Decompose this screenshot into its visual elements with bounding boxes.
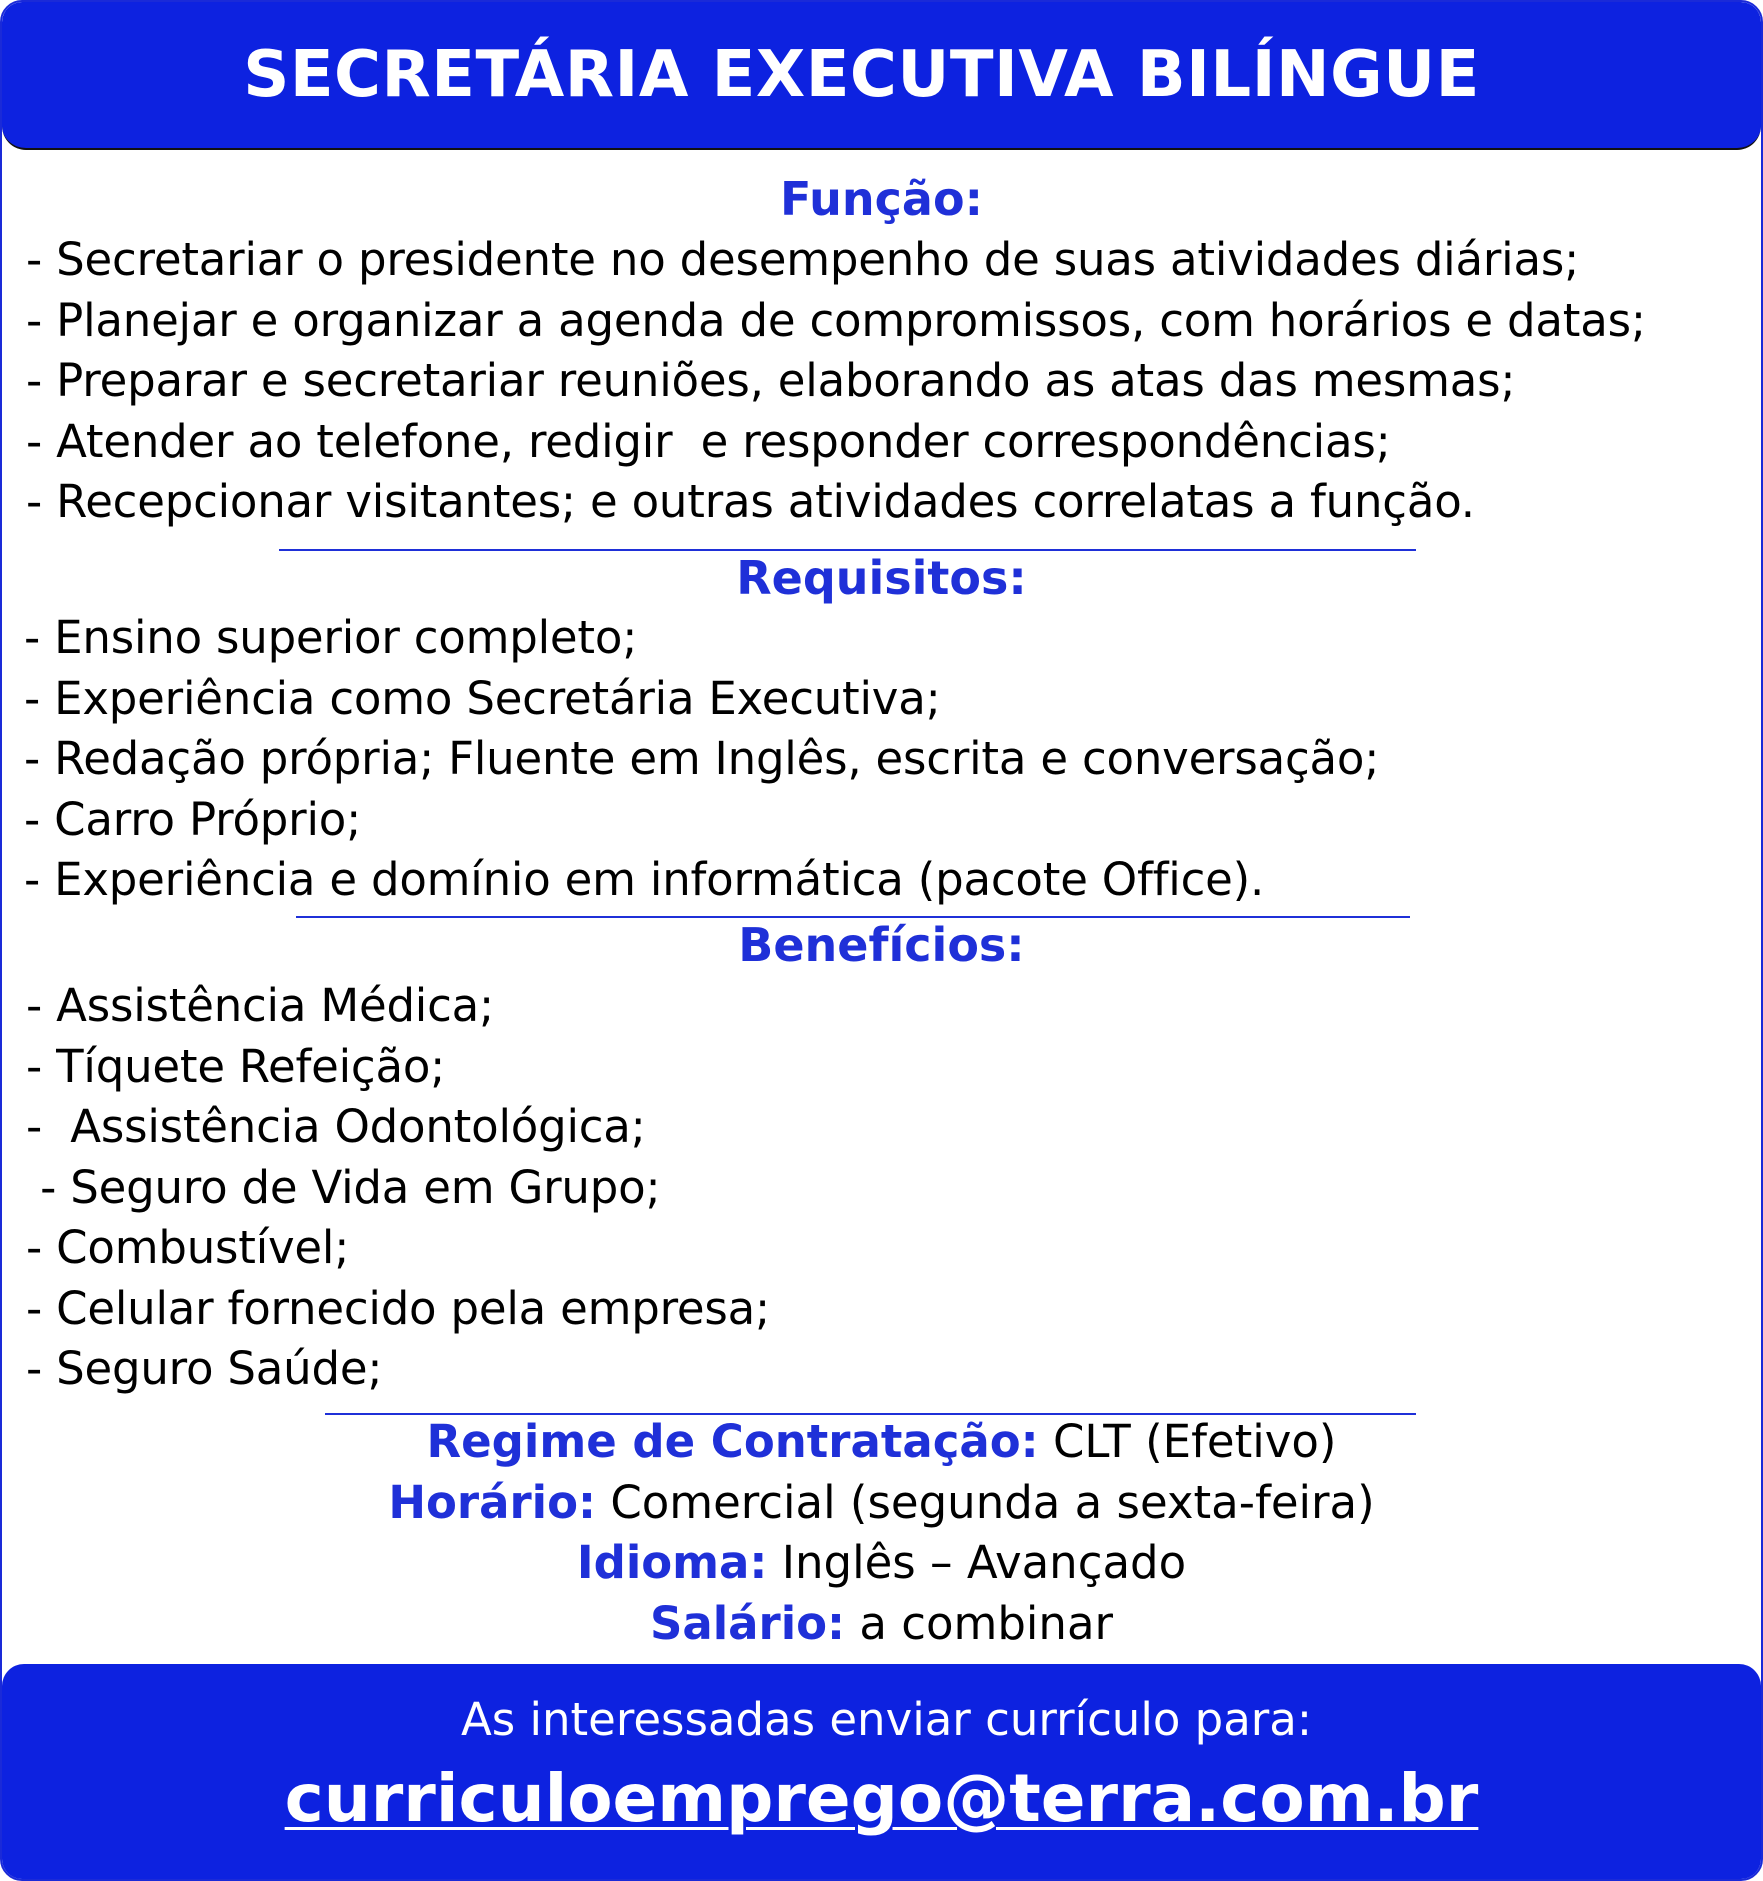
list-item: - Secretariar o presidente no desempenho de suas atividades diárias; bbox=[26, 233, 1580, 286]
list-item: - Experiência como Secretária Executiva; bbox=[24, 671, 941, 725]
list-item: - Seguro de Vida em Grupo; bbox=[26, 1160, 661, 1214]
list-item: - Carro Próprio; bbox=[24, 792, 362, 846]
idioma-value: Inglês – Avançado bbox=[767, 1536, 1187, 1589]
requisitos-list bbox=[24, 608, 1379, 911]
page-title: SECRETÁRIA EXECUTIVA BILÍNGUE bbox=[243, 38, 1480, 112]
list-item: - Ensino superior completo; bbox=[24, 611, 638, 664]
list-item: - Combustível; bbox=[26, 1221, 350, 1274]
list-item: - Atender ao telefone, redigir e responder correspondências; bbox=[26, 414, 1391, 468]
salario-label: Salário: bbox=[649, 1597, 846, 1650]
idioma-line bbox=[2, 1533, 1761, 1593]
salario-line bbox=[2, 1594, 1761, 1654]
title-banner bbox=[2, 2, 1761, 150]
list-item: - Experiência e domínio em informática (pacote Office). bbox=[24, 853, 1265, 906]
regime-label: Regime de Contratação: bbox=[426, 1415, 1039, 1468]
list-item: - Planejar e organizar a agenda de compromissos, com horários e datas; bbox=[26, 293, 1646, 347]
section-title-funcao: Função: bbox=[780, 172, 983, 226]
funcao-list bbox=[26, 230, 1646, 533]
list-item: - Seguro Saúde; bbox=[26, 1342, 383, 1395]
list-item: - Celular fornecido pela empresa; bbox=[26, 1281, 770, 1335]
list-item: - Preparar e secretariar reuniões, elaborando as atas das mesmas; bbox=[26, 354, 1516, 407]
section-title-requisitos: Requisitos: bbox=[736, 551, 1027, 605]
list-item: - Assistência Médica; bbox=[26, 979, 494, 1032]
list-item: - Recepcionar visitantes; e outras atividades correlatas a função. bbox=[26, 475, 1475, 528]
contact-email-link[interactable]: curriculoemprego@terra.com.br bbox=[284, 1760, 1479, 1837]
horario-line bbox=[2, 1473, 1761, 1533]
horario-value: Comercial (segunda a sexta-feira) bbox=[596, 1476, 1375, 1529]
list-item: - Assistência Odontológica; bbox=[26, 1100, 646, 1153]
idioma-label: Idioma: bbox=[576, 1536, 768, 1589]
horario-label: Horário: bbox=[388, 1476, 597, 1529]
section-title-beneficios: Benefícios: bbox=[738, 918, 1025, 972]
contact-prompt: As interessadas enviar currículo para: bbox=[460, 1693, 1313, 1746]
salario-value: a combinar bbox=[845, 1597, 1114, 1650]
regime-value: CLT (Efetivo) bbox=[1038, 1415, 1337, 1468]
contact-banner bbox=[2, 1664, 1761, 1881]
regime-line bbox=[2, 1412, 1761, 1472]
beneficios-list bbox=[26, 976, 770, 1400]
list-item: - Tíquete Refeição; bbox=[26, 1039, 446, 1093]
list-item: - Redação própria; Fluente em Inglês, escrita e conversação; bbox=[24, 732, 1380, 785]
